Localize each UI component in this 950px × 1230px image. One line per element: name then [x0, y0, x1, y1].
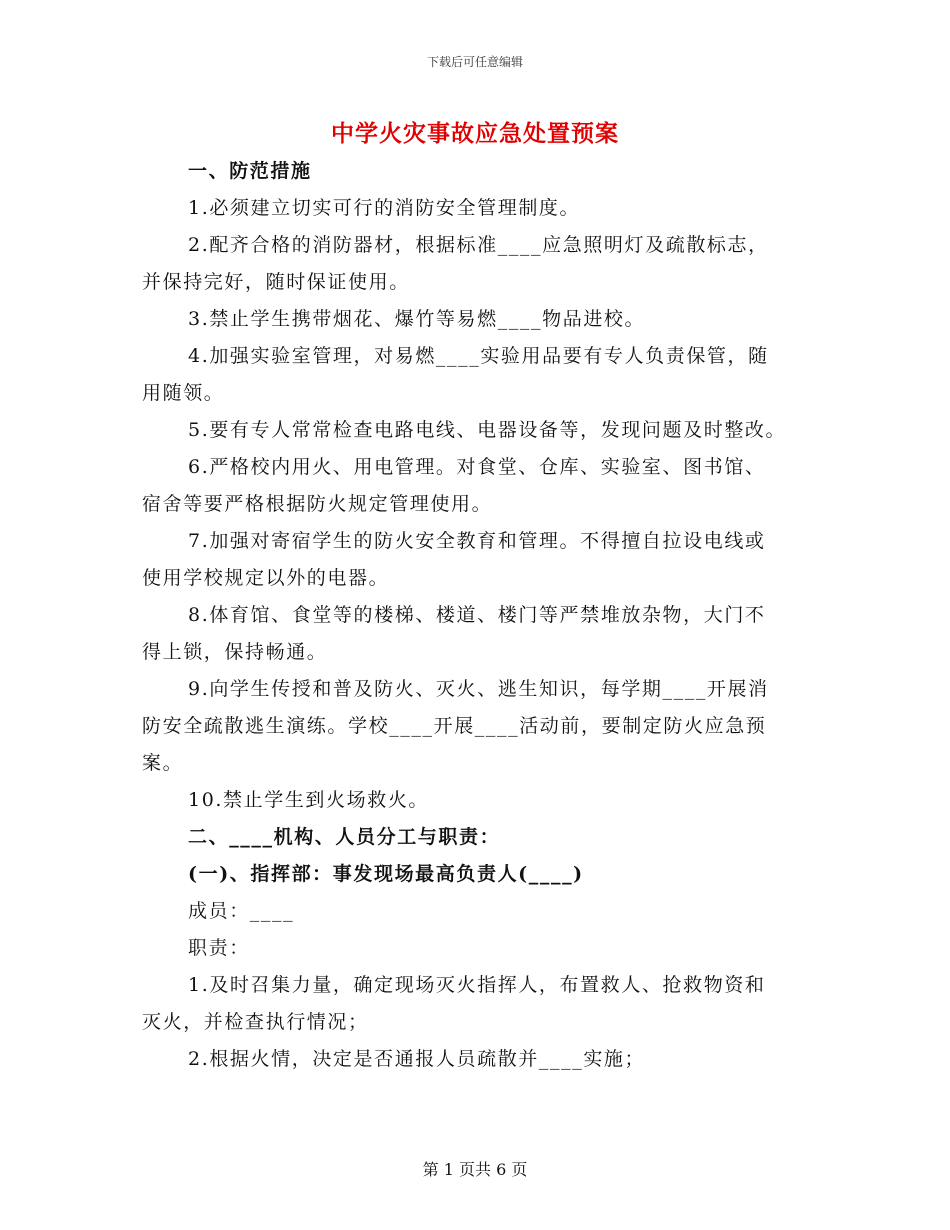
text-line: 9.向学生传授和普及防火、灭火、逃生知识，每学期____开展消: [188, 678, 769, 700]
text-line: 1.必须建立切实可行的消防安全管理制度。: [188, 197, 581, 219]
text-line: 宿舍等要严格根据防火规定管理使用。: [142, 493, 493, 515]
text-line: 防安全疏散逃生演练。学校____开展____活动前，要制定防火应急预: [142, 715, 767, 737]
page-footer: 第 1 页共 6 页: [422, 1160, 528, 1179]
text-line: 10.禁止学生到火场救火。: [188, 789, 430, 811]
document-title: 中学火灾事故应急处置预案: [331, 120, 619, 147]
header-note: 下载后可任意编辑: [426, 55, 523, 69]
text-line: 2.根据火情，决定是否通报人员疏散并____实施；: [188, 1048, 646, 1070]
text-line: 7.加强对寄宿学生的防火安全教育和管理。不得擅自拉设电线或: [188, 530, 766, 552]
text-line: 一、防范措施: [188, 160, 312, 182]
text-line: 1.及时召集力量，确定现场灭火指挥人，布置救人、抢救物资和: [188, 974, 766, 996]
text-line: 用随领。: [142, 382, 225, 404]
text-line: 3.禁止学生携带烟花、爆竹等易燃____物品进校。: [188, 308, 646, 330]
document-body: [142, 153, 817, 1078]
text-line: 8.体育馆、食堂等的楼梯、楼道、楼门等严禁堆放杂物，大门不: [188, 604, 766, 626]
text-line: 案。: [142, 752, 184, 774]
text-line: 并保持完好，随时保证使用。: [142, 271, 410, 293]
text-line: 灭火，并检查执行情况；: [142, 1011, 369, 1033]
text-line: 4.加强实验室管理，对易燃____实验用品要有专人负责保管，随: [188, 345, 769, 367]
text-line: 2.配齐合格的消防器材，根据标准____应急照明灯及疏散标志，: [188, 234, 769, 256]
text-line: 职责：: [188, 937, 250, 959]
text-line: 二、____机构、人员分工与职责：: [188, 826, 501, 848]
text-line: 5.要有专人常常检查电路电线、电器设备等，发现问题及时整改。: [188, 419, 787, 441]
text-line: 得上锁，保持畅通。: [142, 641, 328, 663]
text-line: (一)、指挥部：事发现场最高负责人(____): [188, 863, 584, 885]
text-line: 6.严格校内用火、用电管理。对食堂、仓库、实验室、图书馆、: [188, 456, 766, 478]
text-line: 使用学校规定以外的电器。: [142, 567, 390, 589]
text-line: 成员：____: [188, 900, 295, 922]
